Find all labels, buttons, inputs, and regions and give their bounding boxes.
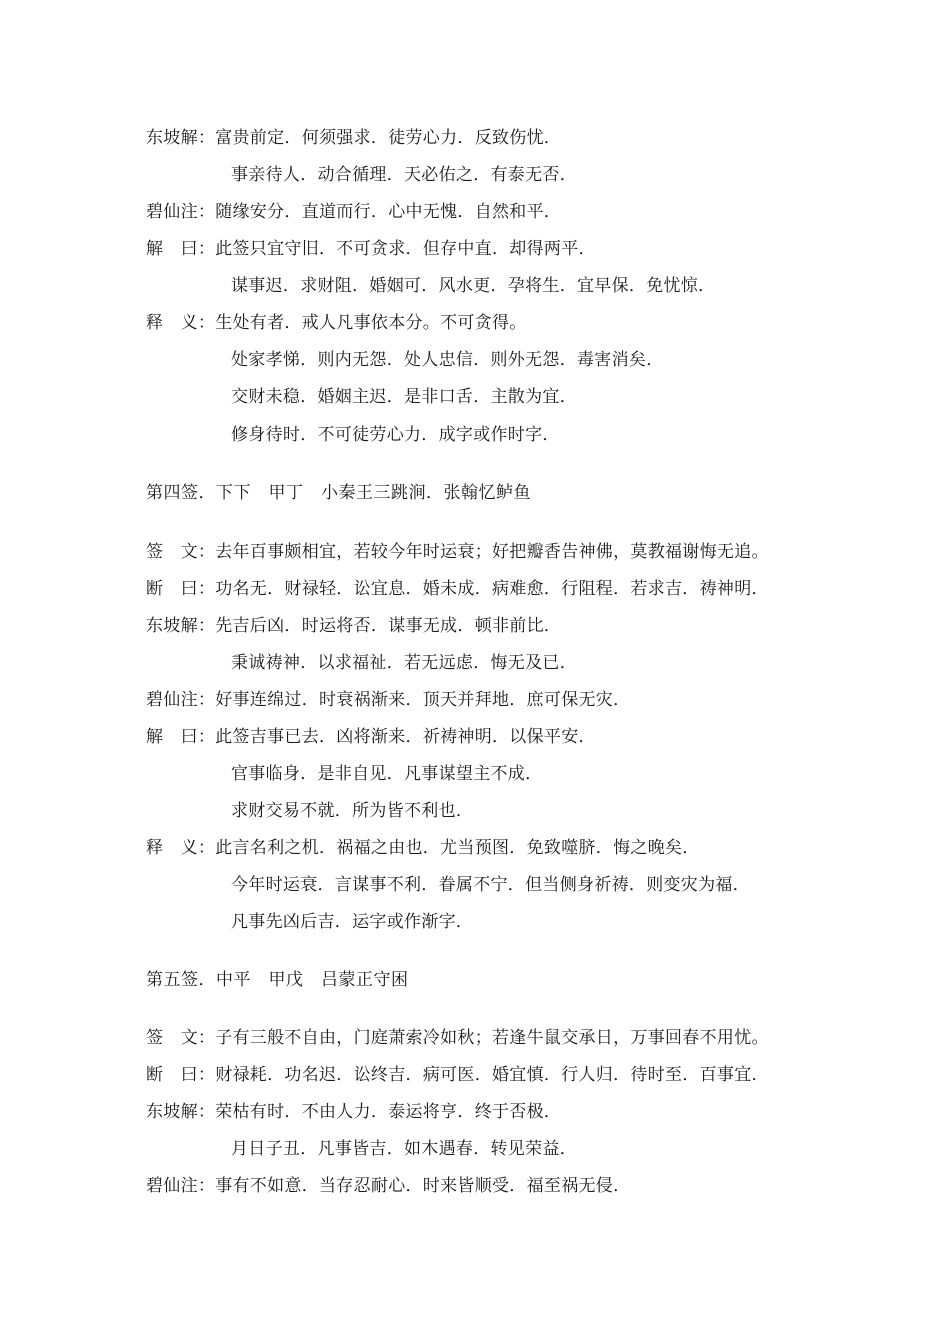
text-line: 求财交易不就．所为皆不利也． [231,801,474,821]
text-line: 事亲待人．动合循理．天必佑之．有泰无否． [231,165,577,185]
text-line: 碧仙注：事有不如意．当存忍耐心．时来皆顺受．福至祸无侵． [146,1176,631,1196]
text-line: 断 曰：功名无．财禄轻．讼宜息．婚未成．病难愈．行阻程．若求吉．祷神明． [146,579,769,599]
text-line: 今年时运衰．言谋事不利．眷属不宁．但当侧身祈祷．则变灾为福． [231,875,750,895]
text-line: 处家孝悌．则内无怨．处人忠信．则外无怨．毒害消矣． [231,350,664,370]
text-line: 释 义：生处有者．戒人凡事依本分。不可贪得。 [146,313,527,333]
text-line: 签 文：子有三般不自由，门庭萧索冷如秋；若逢牛鼠交承日，万事回春不用忧。 [146,1028,769,1048]
text-line: 解 曰：此签吉事已去．凶将渐来．祈祷神明．以保平安． [146,727,596,747]
text-line: 东坡解：富贵前定．何须强求．徒劳心力．反致伤忧． [146,128,562,148]
section-heading: 第五签．中平 甲戊 吕蒙正守困 [146,970,409,990]
text-line: 凡事先凶后吉．运字或作渐字． [231,912,474,932]
text-line: 断 曰：财禄耗．功名迟．讼终吉．病可医．婚宜慎．行人归．待时至．百事宜． [146,1065,769,1085]
text-line: 谋事迟．求财阻．婚姻可．风水更．孕将生．宜早保．免忧惊． [231,276,716,296]
text-line: 东坡解：荣枯有时．不由人力．泰运将亨．终于否极． [146,1102,562,1122]
text-line: 释 义：此言名利之机．祸福之由也．尤当预图．免致噬脐．悔之晚矣． [146,838,700,858]
text-line: 签 文：去年百事颇相宜，若较今年时运衰；好把瓣香告神佛，莫教福谢悔无追。 [146,542,769,562]
text-line: 修身待时．不可徒劳心力．成字或作时字． [231,425,560,445]
text-line: 秉诚祷神．以求福祉．若无远虑．悔无及已． [231,653,577,673]
text-line: 东坡解：先吉后凶．时运将否．谋事无成．顿非前比． [146,616,562,636]
text-line: 解 曰：此签只宜守旧．不可贪求．但存中直．却得两平． [146,239,596,259]
text-line: 月日子丑．凡事皆吉．如木遇春．转见荣益． [231,1139,577,1159]
text-line: 碧仙注：好事连绵过．时衰祸渐来．顶天并拜地．庶可保无灾． [146,690,631,710]
text-line: 官事临身．是非自见．凡事谋望主不成． [231,764,543,784]
section-heading: 第四签．下下 甲丁 小秦王三跳涧．张翰忆鲈鱼 [146,483,531,503]
text-line: 交财未稳．婚姻主迟．是非口舌．主散为宜． [231,387,577,407]
text-line: 碧仙注：随缘安分．直道而行．心中无愧．自然和平． [146,202,562,222]
